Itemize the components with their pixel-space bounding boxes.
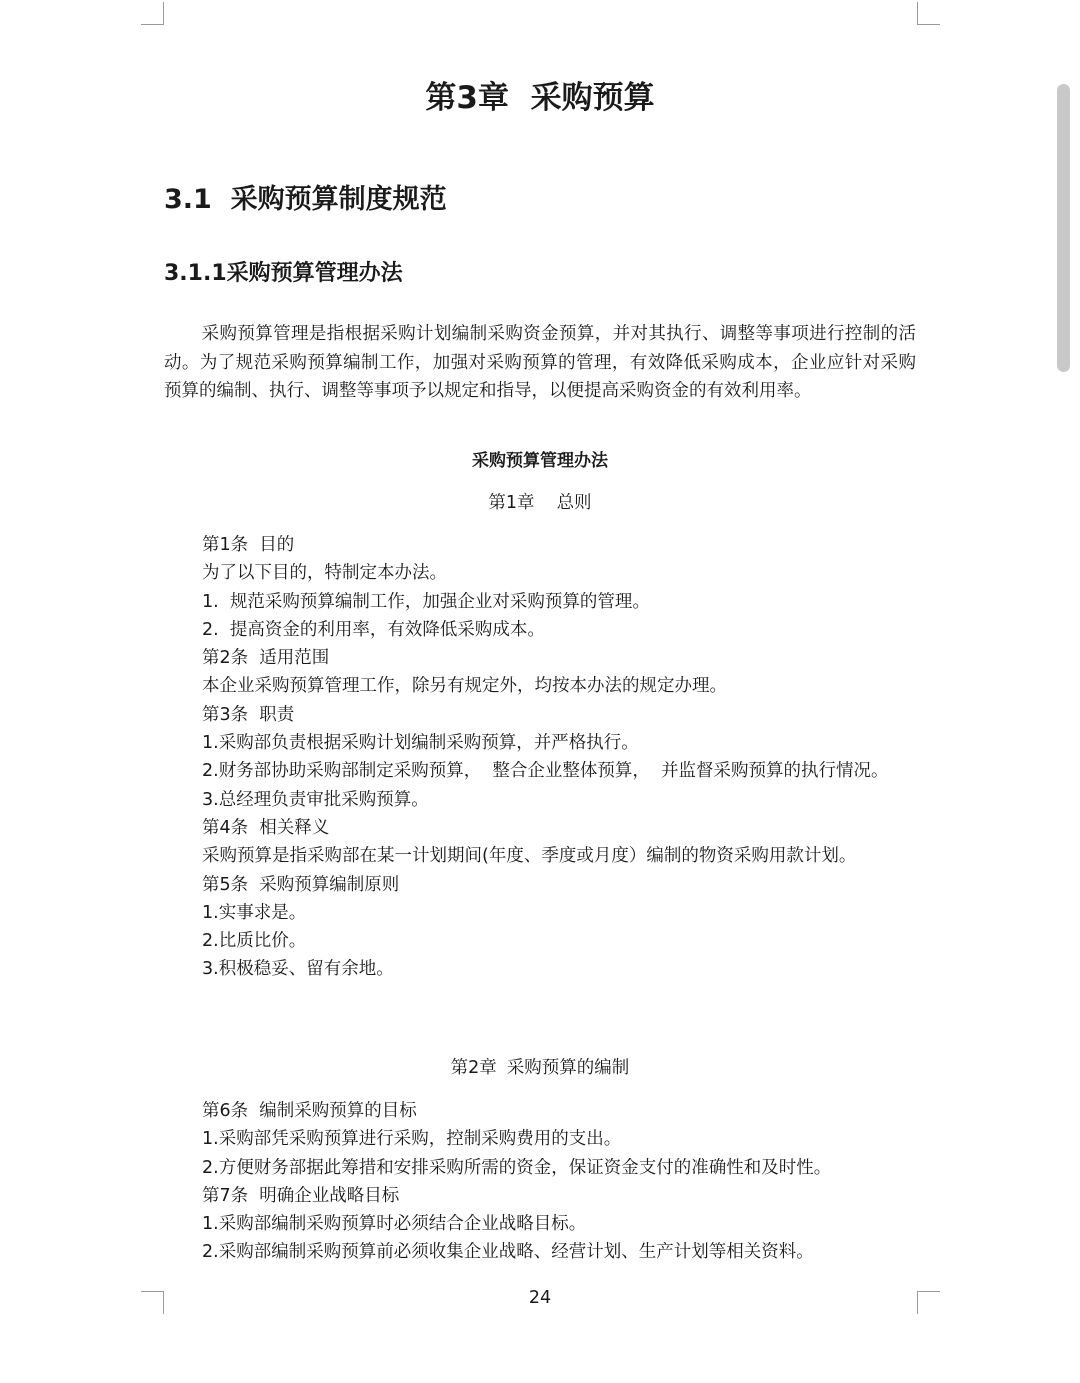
article-heading: 第3条 职责 — [202, 704, 295, 725]
article-line: 为了以下目的，特制定本办法。 — [202, 563, 447, 584]
article-line: 2.方便财务部据此筹措和安排采购所需的资金，保证资金支付的准确性和及时性。 — [202, 1157, 832, 1178]
chapter-1-number: 第1章 — [488, 493, 535, 513]
article-line: 1.采购部凭采购预算进行采购，控制采购费用的支出。 — [202, 1129, 622, 1150]
article-line: 2.比质比价。 — [202, 931, 307, 952]
article-line: 3.总经理负责审批采购预算。 — [202, 789, 429, 810]
articles-list-chapter-1 — [164, 531, 916, 984]
article-line: 本企业采购预算管理工作，除另有规定外，均按本办法的规定办理。 — [202, 676, 727, 697]
intro-paragraph: 采购预算管理是指根据采购计划编制采购资金预算，并对其执行、调整等事项进行控制的活动。为了规范采购预算编制工作，加强对采购预算的管理，有效降低采购成本，企业应针对采购预算的编制、执行、调整等事项予以规定和指导，以便提高采购资金的有效利用率。 — [164, 324, 916, 401]
article-heading: 第6条 编制采购预算的目标 — [202, 1101, 417, 1121]
vertical-scrollbar-thumb[interactable] — [1057, 84, 1070, 372]
page-number: 24 — [528, 1288, 552, 1308]
article-line: 1.采购部编制采购预算时必须结合企业战略目标。 — [202, 1214, 587, 1235]
articles-list-chapter-2 — [164, 1097, 916, 1267]
article-line: 2.采购部编制采购预算前必须收集企业战略、经营计划、生产计划等相关资料。 — [202, 1242, 814, 1263]
article-heading: 第5条 采购预算编制原则 — [202, 874, 400, 895]
article-heading: 第4条 相关释义 — [202, 817, 330, 838]
document-title: 采购预算管理办法 — [472, 451, 608, 471]
article-heading: 第7条 明确企业战略目标 — [202, 1185, 400, 1206]
chapter-2-heading — [164, 1055, 916, 1081]
chapter-1-name: 总则 — [556, 493, 592, 513]
chapter-1-heading — [164, 490, 916, 516]
article-line: 3.积极稳妥、留有余地。 — [202, 959, 394, 980]
article-line: 1.采购部负责根据采购计划编制采购预算，并严格执行。 — [202, 733, 639, 754]
article-line: 1. 规范采购预算编制工作，加强企业对采购预算的管理。 — [202, 591, 650, 612]
crop-mark-bottom-right — [917, 1291, 940, 1314]
chapter-2-number: 第2章 — [450, 1058, 497, 1078]
article-heading: 第2条 适用范围 — [202, 648, 330, 669]
article-line: 1.实事求是。 — [202, 902, 307, 923]
section-title: 3.1 采购预算制度规范 — [164, 184, 447, 215]
article-line: 2. 提高资金的利用率，有效降低采购成本。 — [202, 619, 545, 640]
chapter-2-name: 采购预算的编制 — [506, 1058, 630, 1078]
subsection-title: 3.1.1采购预算管理办法 — [164, 261, 403, 286]
article-line: 2.财务部协助采购部制定采购预算， 整合企业整体预算， 并监督采购预算的执行情况。 — [202, 761, 889, 782]
crop-mark-top-right — [917, 2, 940, 25]
article-heading: 第1条 目的 — [202, 535, 295, 555]
article-line: 采购预算是指采购部在某一计划期间(年度、季度或月度）编制的物资采购用款计划。 — [202, 846, 857, 867]
chapter-title: 第3章 采购预算 — [425, 80, 655, 116]
crop-mark-bottom-left — [141, 1291, 164, 1314]
crop-mark-top-left — [141, 2, 164, 25]
